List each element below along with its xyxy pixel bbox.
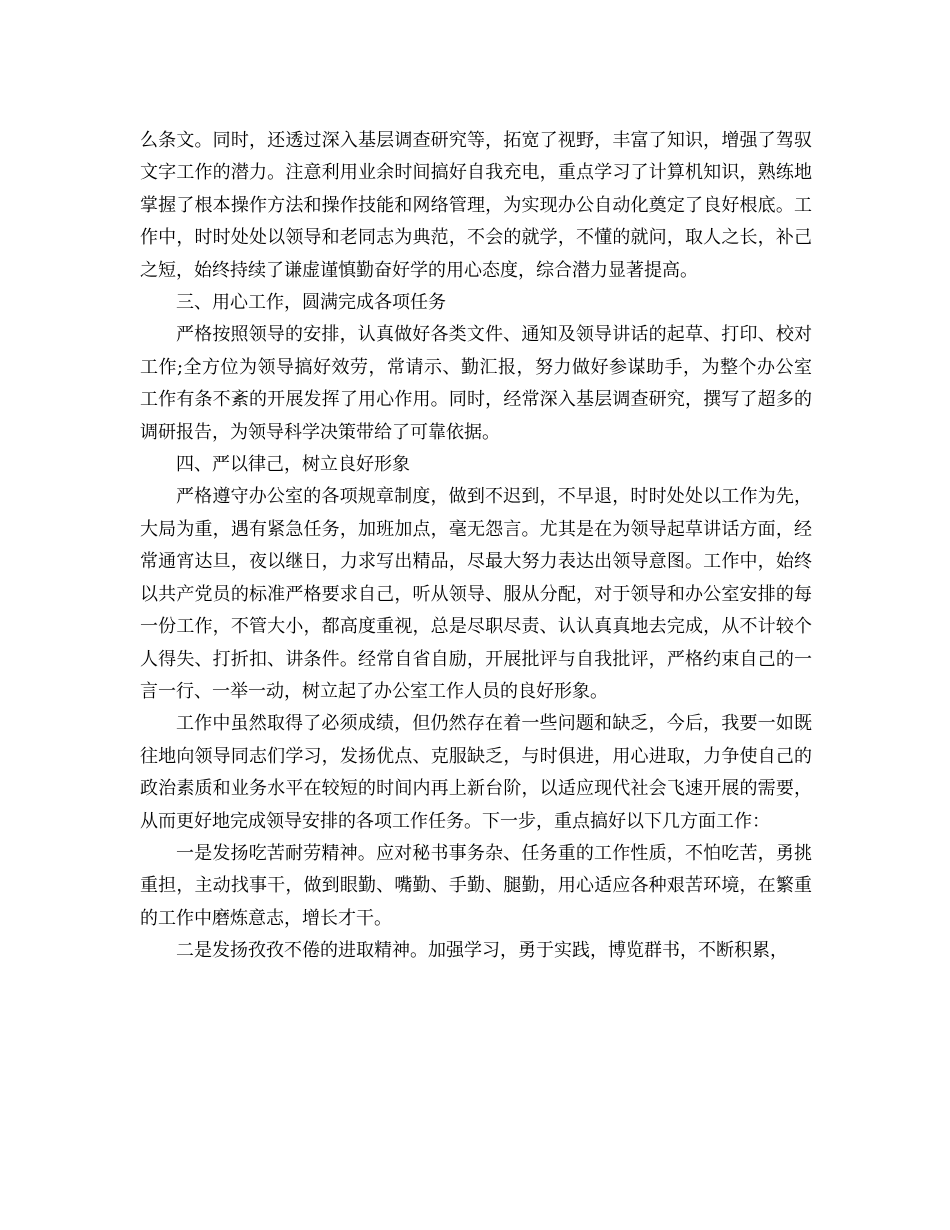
section-heading-three: 三、用心工作，圆满完成各项任务 [176,292,446,314]
document-page [140,125,812,968]
paragraph-body: 工作中虽然取得了必须成绩，但仍然存在着一些问题和缺乏，今后，我要一如既往地向领导同志们学习，发扬优点、克服缺乏，与时俱进，用心进取，力争使自己的政治素质和业务水平在较短的时间内再上新台阶，以适应现代社会飞速开展的需要，从而更好地完成领导安排的各项工作任务。下一步，重点搞好以下几方面工作： [140,713,812,832]
paragraph-body: 严格按照领导的安排，认真做好各类文件、通知及领导讲话的起草、打印、校对工作;全方位为领导搞好效劳，常请示、勤汇报，努力做好参谋助手，为整个办公室工作有条不紊的开展发挥了用心作用。同时，经常深入基层调查研究，撰写了超多的调研报告，为领导科学决策带给了可靠依据。 [140,324,812,443]
paragraph-continuation: 么条文。同时，还透过深入基层调查研究等，拓宽了视野，丰富了知识，增强了驾驭文字工作的潜力。注意利用业余时间搞好自我充电，重点学习了计算机知识，熟练地掌握了根本操作方法和操作技能和网络管理，为实现办公自动化奠定了良好根底。工作中，时时处处以领导和老同志为典范，不会的就学，不懂的就问，取人之长，补己之短，始终持续了谦虚谨慎勤奋好学的用心态度，综合潜力显著提高。 [140,130,812,281]
paragraph-body: 一是发扬吃苦耐劳精神。应对秘书事务杂、任务重的工作性质，不怕吃苦，勇挑重担，主动找事干，做到眼勤、嘴勤、手勤、腿勤，用心适应各种艰苦环境，在繁重的工作中磨炼意志，增长才干。 [140,842,812,929]
paragraph-body: 严格遵守办公室的各项规章制度，做到不迟到，不早退，时时处处以工作为先，大局为重，遇有紧急任务，加班加点，毫无怨言。尤其是在为领导起草讲话方面，经常通宵达旦，夜以继日，力求写出精品，尽最大努力表达出领导意图。工作中，始终以共产党员的标准严格要求自己，听从领导、服从分配，对于领导和办公室安排的每一份工作，不管大小，都高度重视，总是尽职尽责、认认真真地去完成，从不计较个人得失、打折扣、讲条件。经常自省自励，开展批评与自我批评，严格约束自己的一言一行、一举一动，树立起了办公室工作人员的良好形象。 [140,486,812,702]
paragraph-body: 二是发扬孜孜不倦的进取精神。加强学习，勇于实践，博览群书，不断积累， [176,940,788,962]
section-heading-four: 四、严以律己，树立良好形象 [176,454,410,476]
